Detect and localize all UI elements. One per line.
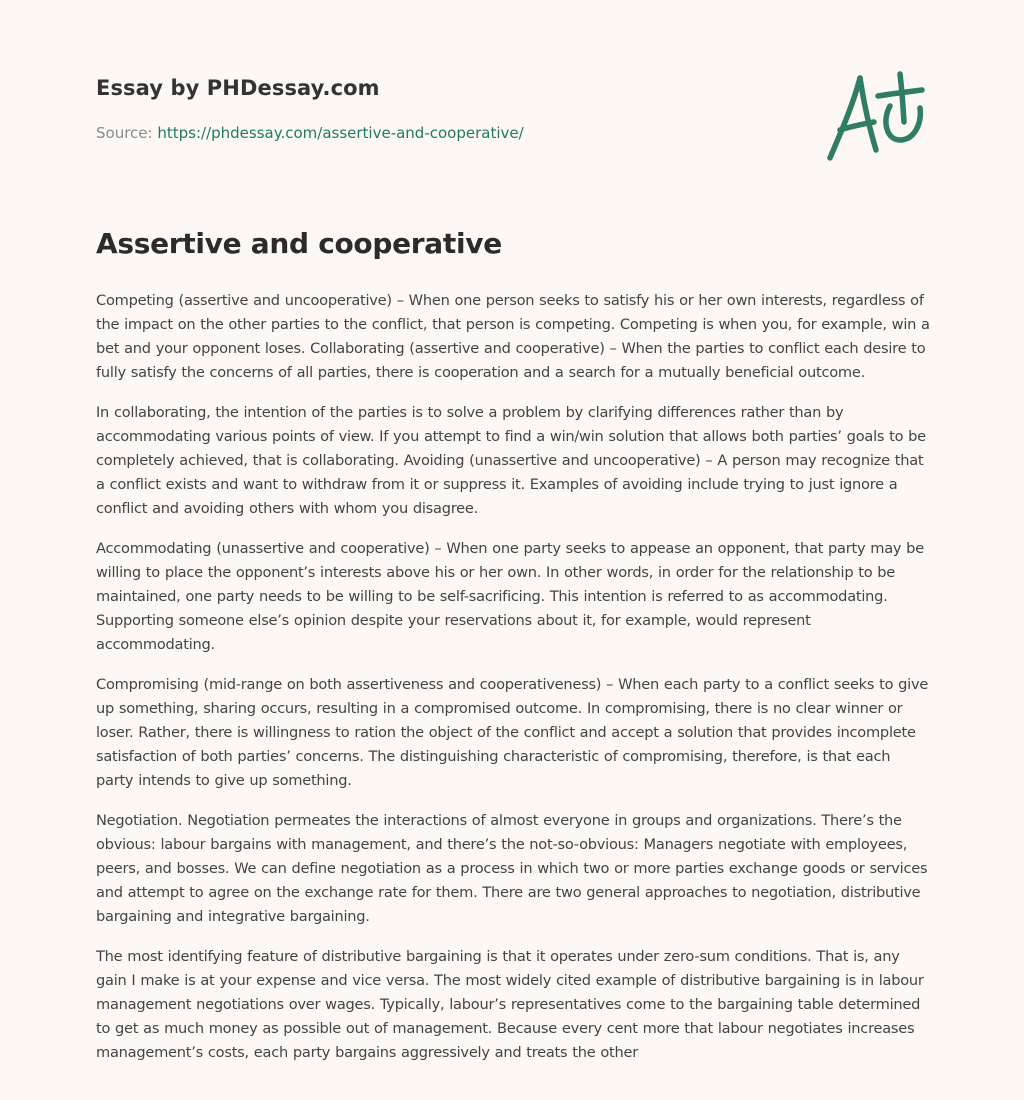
source-label: Source: <box>96 124 153 142</box>
article-paragraph: Competing (assertive and uncooperative) – When one person seeks to satisfy his or her own interests, regardless of the impact on the other parties to the conflict, that person is competing. Competing is when you, for example, win a bet and your opponent loses. Collaborating (assertive and cooperative) – When the parties to conflict each desire to fully satisfy the concerns of all parties, there is cooperation and a search for a mutually beneficial outcome. <box>96 292 930 381</box>
article-paragraph: In collaborating, the intention of the parties is to solve a problem by clarifying differences rather than by accommodating various points of view. If you attempt to find a win/win solution that allows both parties’ goals to be completely achieved, that is collaborating. Avoiding (unassertive and uncooperative) – A person may recognize that a conflict exists and want to withdraw from it or suppress it. Examples of avoiding include trying to just ignore a conflict and avoiding others with whom you disagree. <box>96 404 926 517</box>
article-paragraph: The most identifying feature of distributive bargaining is that it operates under zero-sum conditions. That is, any gain I make is at your expense and vice versa. The most widely cited example of distributive bargaining is in labour management negotiations over wages. Typically, labour’s representatives come to the bargaining table determined to get as much money as possible out of management. Because every cent more that labour negotiates increases management’s costs, each party bargains aggressively and treats the other <box>96 948 924 1061</box>
article <box>96 224 932 1081</box>
a-plus-logo-graphic <box>826 70 926 164</box>
logo-a-left-stroke <box>830 78 860 158</box>
article-paragraph: Negotiation. Negotiation permeates the interactions of almost everyone in groups and organizations. There’s the obvious: labour bargains with management, and there’s the not-so-obvious: Managers negotiate with employees, peers, and bosses. We can define negotiation as a process in which two or more parties exchange goods or services and attempt to agree on the exchange rate for them. There are two general approaches to negotiation, distributive bargaining and integrative bargaining. <box>96 812 928 925</box>
logo-plus-vertical <box>900 74 904 122</box>
article-title: Assertive and cooperative <box>96 227 502 260</box>
page-header <box>96 74 928 174</box>
logo-a-right-stroke <box>860 78 876 150</box>
a-plus-logo-icon <box>826 70 926 164</box>
article-paragraph: Accommodating (unassertive and cooperative) – When one party seeks to appease an opponent, that party may be willing to place the opponent’s interests above his or her own. In other words, in order for the relationship to be maintained, one party needs to be willing to be self-sacrificing. This intention is referred to as accommodating. Supporting someone else’s opinion despite your reservations about it, for example, would represent accommodating. <box>96 540 924 653</box>
source-line <box>96 124 524 142</box>
site-brand: Essay by PHDessay.com <box>96 76 380 100</box>
source-link[interactable]: https://phdessay.com/assertive-and-cooperative/ <box>157 124 524 142</box>
article-paragraph: Compromising (mid-range on both assertiveness and cooperativeness) – When each party to a conflict seeks to give up something, sharing occurs, resulting in a compromised outcome. In compromising, there is no clear winner or loser. Rather, there is willingness to ration the object of the conflict and accept a solution that provides incomplete satisfaction of both parties’ concerns. The distinguishing characteristic of compromising, therefore, is that each party intends to give up something. <box>96 676 929 789</box>
